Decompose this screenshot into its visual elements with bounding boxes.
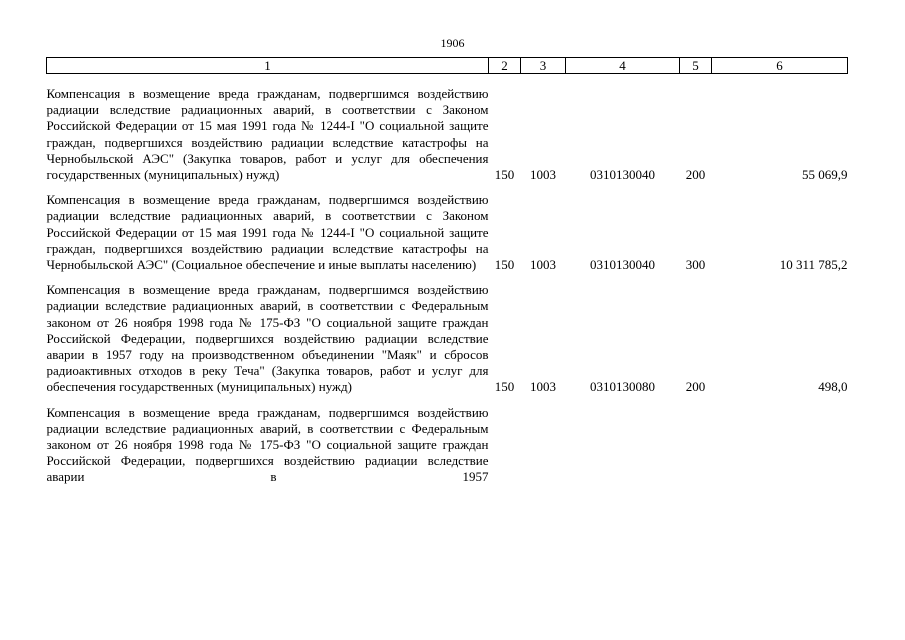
table-row bbox=[47, 183, 848, 273]
row-description: Компенсация в возмещение вреда гражданам, подвергшимся воздействию радиации вследствие радиационных аварий, в соответствии с Законом Российской Федерации от 15 мая 1991 года № 1244-I "О социальной защите граждан, подвергшихся воздействию радиации вследствие катастрофы на Чернобыльской АЭС" (Социальное обеспечение и иные выплаты населению) bbox=[46, 192, 489, 273]
table-row bbox=[47, 74, 848, 184]
page-number: 1906 bbox=[440, 36, 465, 50]
row-expense-type bbox=[680, 396, 712, 486]
column-header-5: 5 bbox=[680, 58, 712, 74]
row-target-code: 0310130080 bbox=[590, 379, 655, 395]
row-description: Компенсация в возмещение вреда гражданам, подвергшимся воздействию радиации вследствие радиационных аварий, в соответствии с Федеральным законом от 26 ноября 1998 года № 175-ФЗ "О социальной защите граждан Российской Федерации, подвергшихся воздействию радиации вследствие аварии в 1957 bbox=[46, 404, 489, 485]
row-code-admin: 150 bbox=[494, 379, 515, 395]
row-amount: 498,0 bbox=[818, 379, 848, 395]
row-section-code bbox=[521, 396, 566, 486]
table-row bbox=[47, 273, 848, 395]
row-code-admin: 150 bbox=[494, 167, 515, 183]
row-target-code: 0310130040 bbox=[590, 257, 655, 273]
row-section-code: 1003 bbox=[530, 379, 556, 395]
column-header-1: 1 bbox=[47, 58, 489, 74]
row-code-admin: 150 bbox=[494, 257, 515, 273]
column-header-2: 2 bbox=[489, 58, 521, 74]
column-header-4: 4 bbox=[566, 58, 680, 74]
table-row bbox=[47, 396, 848, 486]
row-expense-type: 200 bbox=[685, 379, 706, 395]
row-amount bbox=[712, 396, 848, 486]
row-section-code: 1003 bbox=[530, 167, 556, 183]
column-header-3: 3 bbox=[521, 58, 566, 74]
row-description: Компенсация в возмещение вреда гражданам, подвергшимся воздействию радиации вследствие радиационных аварий, в соответствии с Законом Российской Федерации от 15 мая 1991 года № 1244-I "О социальной защите граждан, подвергшихся воздействию радиации вследствие катастрофы на Чернобыльской АЭС" (Закупка товаров, работ и услуг для обеспечения государственных (муниципальных) нужд) bbox=[46, 86, 489, 183]
row-expense-type: 300 bbox=[685, 257, 706, 273]
row-target-code bbox=[566, 396, 680, 486]
budget-table bbox=[46, 57, 848, 486]
row-code-admin bbox=[489, 396, 521, 486]
row-amount: 55 069,9 bbox=[802, 167, 848, 183]
row-expense-type: 200 bbox=[685, 167, 706, 183]
table-header bbox=[47, 58, 848, 74]
row-target-code: 0310130040 bbox=[590, 167, 655, 183]
row-section-code: 1003 bbox=[530, 257, 556, 273]
column-header-6: 6 bbox=[712, 58, 848, 74]
row-description: Компенсация в возмещение вреда гражданам, подвергшимся воздействию радиации вследствие радиационных аварий, в соответствии с Федеральным законом от 26 ноября 1998 года № 175-ФЗ "О социальной защите граждан Российской Федерации, подвергшихся воздействию радиации вследствие аварии в 1957 году на производственном объединении "Маяк" и сбросов радиоактивных отходов в реку Теча" (Закупка товаров, работ и услуг для обеспечения государственных (муниципальных) нужд) bbox=[46, 282, 489, 395]
row-amount: 10 311 785,2 bbox=[779, 257, 848, 273]
